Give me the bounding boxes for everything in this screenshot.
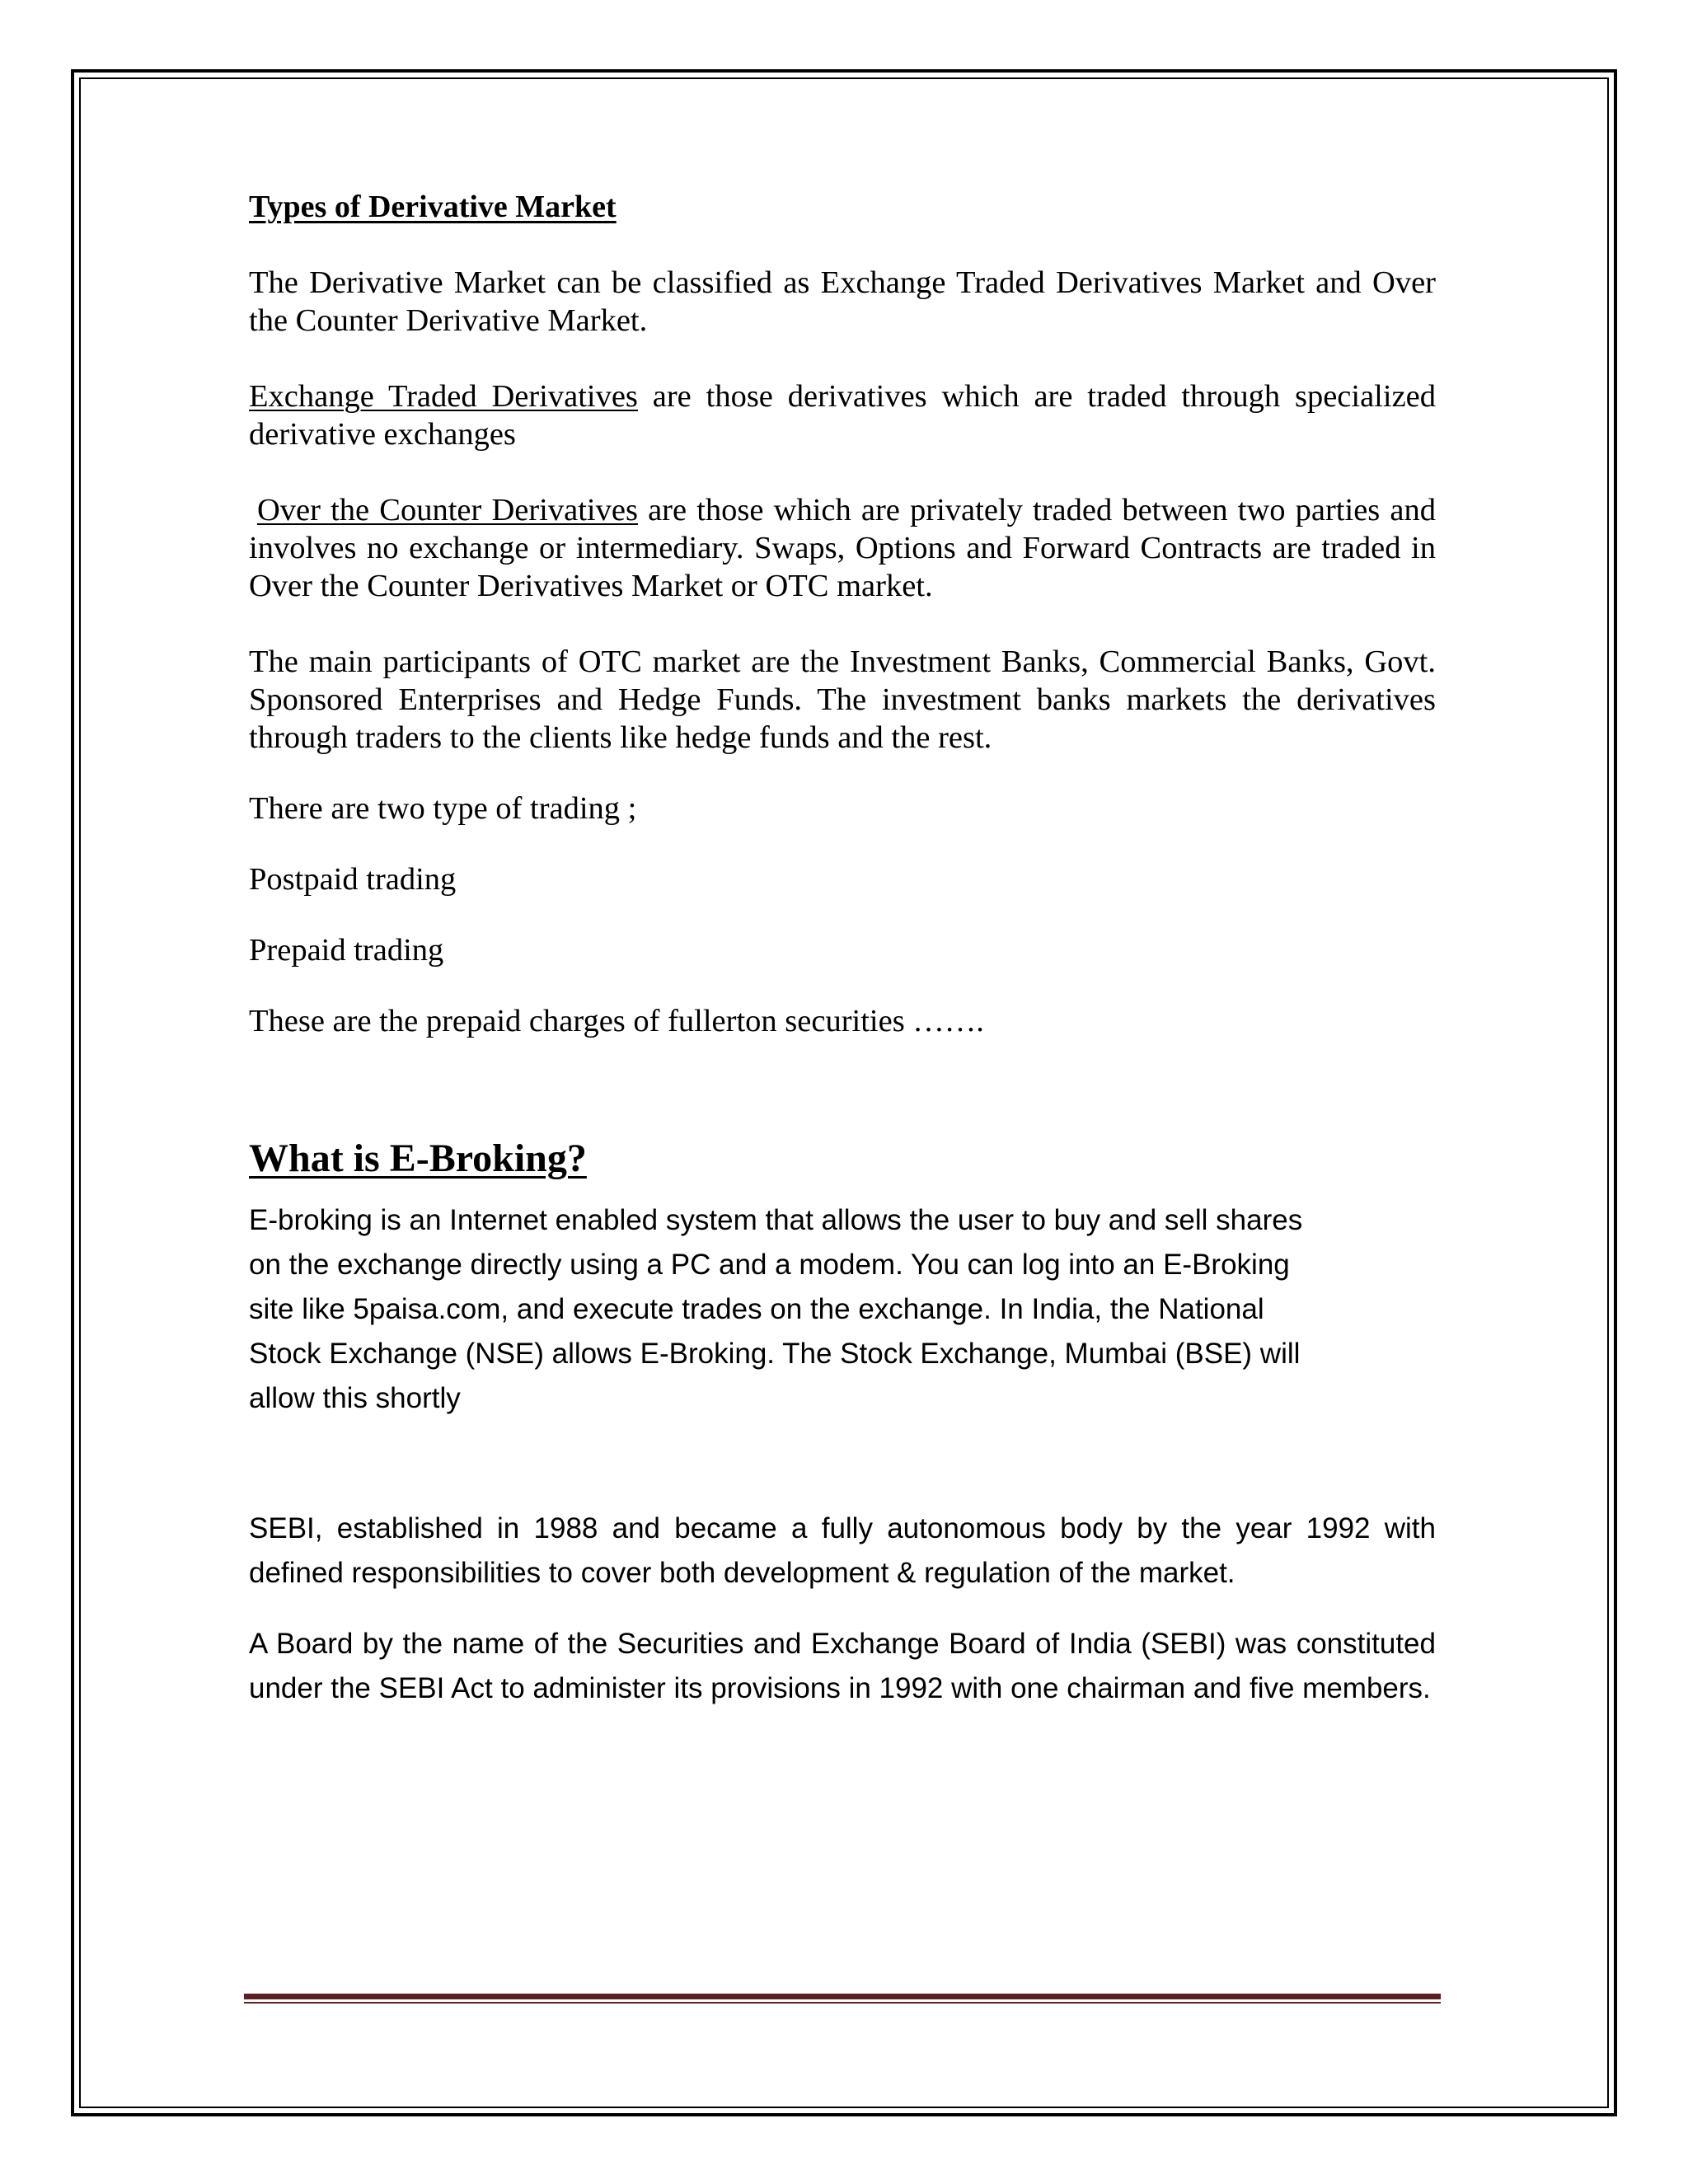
page-content	[249, 188, 1436, 1711]
term-exchange-traded-derivatives: Exchange Traded Derivatives	[249, 379, 638, 414]
footer-divider-thin-line	[244, 2002, 1441, 2004]
paragraph-classification: The Derivative Market can be classified as Exchange Traded Derivatives Market and Over the Counter Derivative Market.	[249, 265, 1436, 338]
paragraph-otc-text: are those which are privately traded between two parties and involves no exchange or intermediary. Swaps, Options and Forward Contracts are traded in Over the Counter Derivatives Market or OTC market.	[249, 493, 1436, 603]
section-heading-what-is-e-broking: What is E-Broking?	[249, 1137, 587, 1180]
footer-divider	[244, 1994, 1441, 2004]
paragraph-exchange-traded	[249, 377, 1436, 453]
paragraph-trading-types: There are two type of trading ;	[249, 791, 637, 826]
section-heading-types-of-derivative-market: Types of Derivative Market	[249, 190, 617, 224]
paragraph-e-broking: E-broking is an Internet enabled system that allows the user to buy and sell shares on the exchange directly using a PC and a modem. You can log into an E-Broking site like 5paisa.com, and execute trades on the exchange. In India, the National Stock Exchange (NSE) allows E-Broking. The Stock Exchange, Mumbai (BSE) will allow this shortly	[249, 1204, 1303, 1414]
footer-divider-thick-line	[244, 1994, 1441, 1999]
paragraph-prepaid-charges: These are the prepaid charges of fullerton securities …….	[249, 1004, 984, 1038]
paragraph-exchange-traded-text: are those derivatives which are traded through specialized derivative exchanges	[249, 379, 1436, 452]
paragraph-sebi-board: A Board by the name of the Securities and Exchange Board of India (SEBI) was constituted under the SEBI Act to administer its provisions in 1992 with one chairman and five members.	[249, 1628, 1436, 1704]
paragraph-otc-participants: The main participants of OTC market are the Investment Banks, Commercial Banks, Govt. Sponsored Enterprises and Hedge Funds. The investment banks markets the derivatives through traders to the clients like hedge funds and the rest.	[249, 644, 1436, 755]
paragraph-otc	[249, 491, 1436, 605]
list-item-postpaid-trading: Postpaid trading	[249, 862, 457, 897]
term-over-the-counter-derivatives: Over the Counter Derivatives	[257, 493, 638, 527]
paragraph-sebi-established: SEBI, established in 1988 and became a fully autonomous body by the year 1992 with defined responsibilities to cover both development & regulation of the market.	[249, 1512, 1436, 1589]
list-item-prepaid-trading: Prepaid trading	[249, 933, 444, 968]
